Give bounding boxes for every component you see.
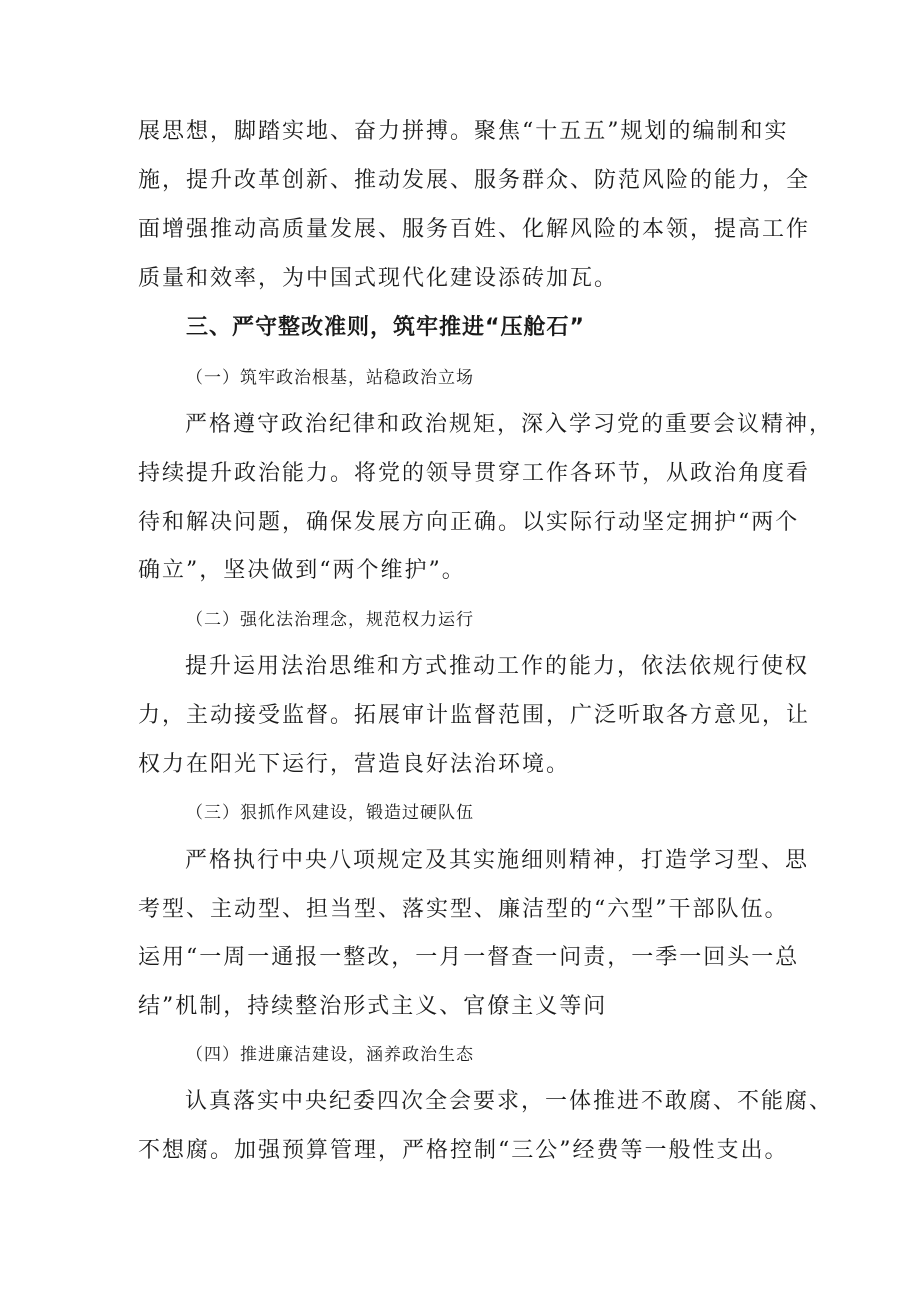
- paragraph-line: 结”机制，持续整治形式主义、官僚主义等问: [138, 994, 608, 1019]
- paragraph-line: 提升运用法治思维和方式推动工作的能力，依法依规行使权: [185, 654, 810, 679]
- paragraph-line: 运用“一周一通报一整改，一月一督查一问责，一季一回头一总: [138, 945, 800, 970]
- paragraph-line: 待和解决问题，确保发展方向正确。以实际行动坚定拥护“两个: [138, 510, 800, 535]
- paragraph-line: 施，提升改革创新、推动发展、服务群众、防范风险的能力，全: [138, 168, 811, 193]
- paragraph-line: 展思想，脚踏实地、奋力拼搏。聚焦“十五五”规划的编制和实: [138, 119, 789, 144]
- paragraph-line: 不想腐。加强预算管理，严格控制“三公”经费等一般性支出。: [138, 1138, 789, 1163]
- paragraph-line: 权力在阳光下运行，营造良好法治环境。: [138, 752, 571, 777]
- paragraph-line: 严格遵守政治纪律和政治规矩，深入学习党的重要会议精神，: [185, 412, 834, 437]
- paragraph-line: 面增强推动高质量发展、服务百姓、化解风险的本领，提高工作: [138, 217, 811, 242]
- paragraph-line: 确立”，坚决做到“两个维护”。: [138, 558, 466, 583]
- subsection-heading: （三）狠抓作风建设，锻造过硬队伍: [186, 803, 474, 823]
- paragraph-line: 力，主动接受监督。拓展审计监督范围，广泛听取各方意见，让: [138, 703, 811, 728]
- paragraph-line: 严格执行中央八项规定及其实施细则精神，打造学习型、思: [185, 848, 810, 873]
- section-heading: 三、严守整改准则，筑牢推进“压舱石”: [186, 315, 585, 340]
- paragraph-line: 考型、主动型、担当型、落实型、廉洁型的“六型”干部队伍。: [138, 897, 789, 922]
- subsection-heading: （一）筑牢政治根基，站稳政治立场: [186, 368, 474, 388]
- subsection-heading: （二）强化法治理念，规范权力运行: [186, 610, 474, 630]
- paragraph-line: 持续提升政治能力。将党的领导贯穿工作各环节，从政治角度看: [138, 461, 811, 486]
- subsection-heading: （四）推进廉洁建设，涵养政治生态: [186, 1045, 474, 1065]
- paragraph-line: 质量和效率，为中国式现代化建设添砖加瓦。: [138, 266, 619, 291]
- paragraph-line: 认真落实中央纪委四次全会要求，一体推进不敢腐、不能腐、: [185, 1089, 834, 1114]
